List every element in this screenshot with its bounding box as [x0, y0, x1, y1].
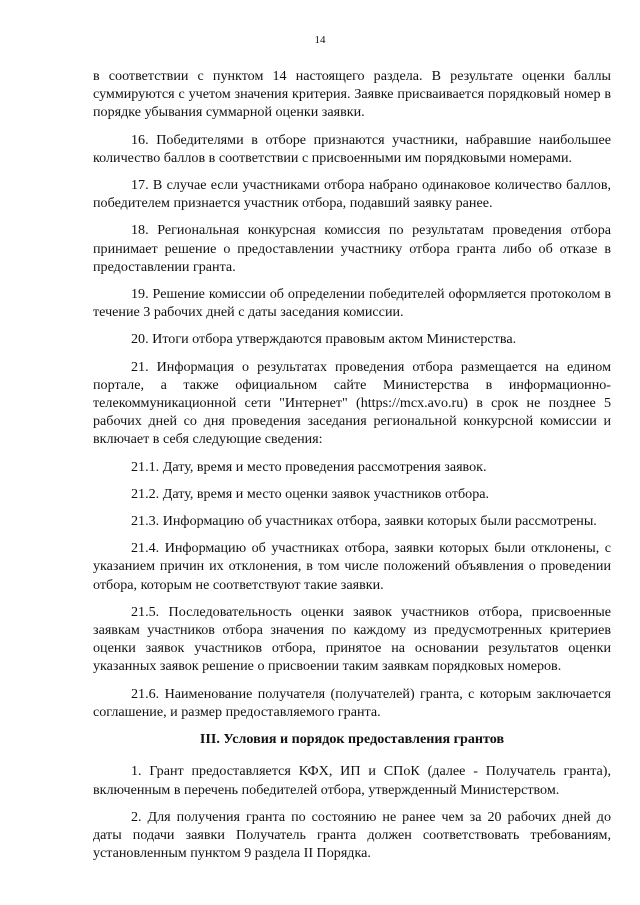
paragraph-18: 18. Региональная конкурсная комиссия по результатам проведения отбора принимает решение о предоставлении участнику отбора гранта либо об отказе в предоставлении гранта. [93, 222, 611, 275]
paragraph-21-3: 21.3. Информацию об участниках отбора, заявки которых были рассмотрены. [131, 513, 597, 530]
paragraph-iii-1: 1. Грант предоставляется КФХ, ИП и СПоК (далее - Получатель гранта), включенным в перечень победителей отбора, утвержденный Министерством. [93, 763, 611, 798]
paragraph-16: 16. Победителями в отборе признаются участники, набравшие наибольшее количество баллов в соответствии с присвоенными им порядковыми номерами. [93, 131, 611, 166]
paragraph-20: 20. Итоги отбора утверждаются правовым актом Министерства. [131, 331, 517, 348]
paragraph-17: 17. В случае если участниками отбора набрано одинаковое количество баллов, победителем признается участник отбора, подавший заявку ранее. [93, 177, 611, 212]
section-heading: III. Условия и порядок предоставления грантов [199, 731, 505, 748]
paragraph-19: 19. Решение комиссии об определении победителей оформляется протоколом в течение 3 рабочих дней с даты заседания комиссии. [93, 286, 611, 321]
paragraph-iii-2: 2. Для получения гранта по состоянию не ранее чем за 20 рабочих дней до даты подачи заявки Получатель гранта должен соответствовать требованиям, установленным пунктом 9 раздела II Порядка. [93, 808, 611, 862]
paragraph-21-1: 21.1. Дату, время и место проведения рассмотрения заявок. [131, 458, 487, 475]
paragraph-21-6: 21.6. Наименование получателя (получателей) гранта, с которым заключается соглашение, и размер предоставляемого гранта. [93, 685, 611, 720]
paragraph-15-continued: в соответствии с пунктом 14 настоящего раздела. В результате оценки баллы суммируются с учетом значения критерия. Заявке присваивается порядковый номер в порядке убывания суммарной оценки заявки. [93, 68, 611, 121]
paragraph-21: 21. Информация о результатах проведения отбора размещается на едином портале, а также официальном сайте Министерства в информационно-телекоммуникационной сети "Интернет" (https://mcx.avo.ru) в срок не позднее 5 рабочих дней со дня проведения заседания региональной конкурсной комиссии и включает в себя следующие сведения: [93, 358, 611, 448]
page-number: 14 [314, 34, 326, 46]
document-body [93, 67, 611, 871]
paragraph-21-2: 21.2. Дату, время и место оценки заявок участников отбора. [131, 485, 490, 502]
paragraph-21-5: 21.5. Последовательность оценки заявок участников отбора, присвоенные заявкам участников отбора значения по каждому из предусмотренных критериев оценки заявок участников отбора, принятое на основании результатов оценки указанных заявок решение о присвоении таким заявкам порядковых номеров. [93, 603, 611, 675]
paragraph-21-4: 21.4. Информацию об участниках отбора, заявки которых были отклонены, с указанием причин их отклонения, в том числе положений объявления о проведении отбора, которым не соответствуют такие заявки. [93, 540, 611, 593]
